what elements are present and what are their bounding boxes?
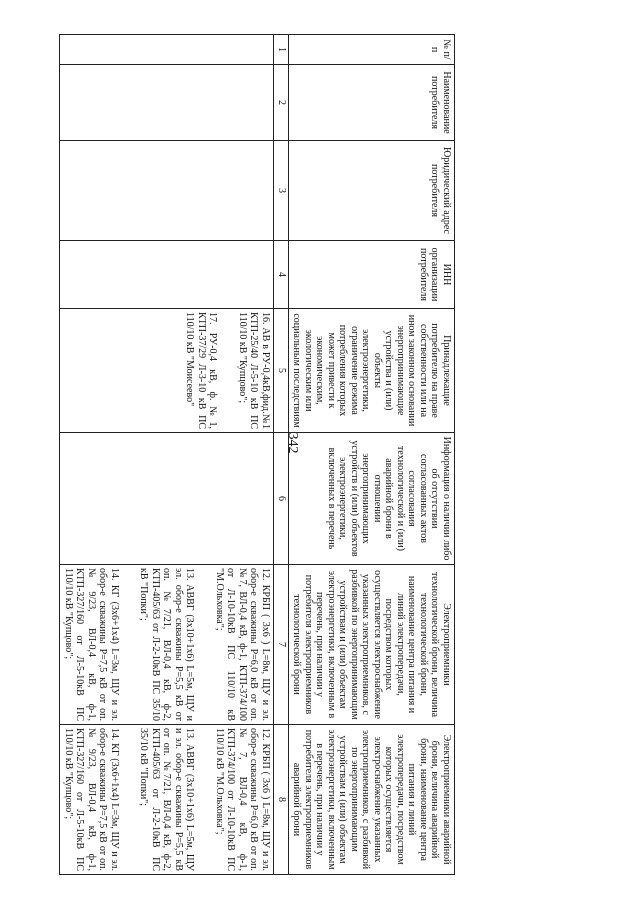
column-number-row bbox=[274, 35, 289, 875]
reservation-table bbox=[60, 34, 456, 875]
header-cell-5: Принадлежащие потребителю на праве собственности или на ином законном основании энергопринимающие устройства и (или) объекты электроэнергетики, ограничение режима потребления которых может привести к экономическим, экологическим или социальным последствиям bbox=[289, 309, 455, 433]
page-number: 342 bbox=[285, 432, 300, 454]
header-cell-8: Электроприемники аварийной брони, величина аварийной брони, наименование центра питания и линий электропередачи, посредством которых осуществляется электроснабжение указанных электроприемников, с разбивкой по энергопринимающим устройствам и (или) объектам электроэнергетики, включенным в перечень, при наличии у потребителя электроприемников аварийной брони bbox=[289, 725, 455, 875]
cell-number bbox=[60, 35, 274, 65]
table-row bbox=[60, 35, 274, 875]
tech-reservation-entry: 13. АВВГ (3х10+1х6) L=5м, ЩУ и эл. обор-е скважины Р=5,5 кВ от оп. №7/21, ВЛ-0,4 кВ, ф-2, КТП-405/63 от Л-2-10кВ ПС 35/10 кВ "Попки"; bbox=[138, 568, 196, 721]
header-cell-3: Юридический адрес потребителя bbox=[289, 141, 455, 241]
column-number-cell: 6 bbox=[274, 433, 289, 565]
header-cell-1: № п/п bbox=[289, 35, 455, 65]
header-cell-2: Наименование потребителя bbox=[289, 65, 455, 141]
column-number-cell: 8 bbox=[274, 725, 289, 875]
column-number-cell: 4 bbox=[274, 241, 289, 309]
rotated-table-sheet bbox=[63, 34, 455, 874]
tech-reservation-entry: 14. КГ (3х6+1х4) L=3м, ЩУ и эл. обор-е скважины Р=7,5 кВ от оп. №9/23, ВЛ-0,4 кВ, ф-1, КТП-327/160 от Л-5-10кВ ПС 110/10 кВ "Купцово"; bbox=[63, 568, 120, 721]
emergency-reservation-entry: 14. КГ (3х6+1х4) L=3м, ЩУ и эл. обор-е скважины Р=7,5 кВ от оп. №9/23, ВЛ-0,4 кВ, ф-1, КТП-327/160 от Л-5-10кВ ПС 110/10 кВ "Купцово"; bbox=[63, 728, 120, 871]
header-cell-7: Электроприемники технологической брони, величина технологической брони, наименование центра питания и линий электропередачи, посредством которых осуществляется электроснабжение указанных электроприемников, с разбивкой по энергопринимающим устройствам и (или) объектам электроэнергетики, включенным в перечень, при наличии у потребителя электроприемников технологической брони bbox=[289, 565, 455, 725]
cell-legal-address bbox=[60, 141, 274, 241]
cell-emergency-reservation bbox=[60, 725, 274, 875]
cell-inn bbox=[60, 241, 274, 309]
emergency-reservation-entry: 13. АВВГ (3х10+1х6) L=5м, ЩУ и эл. обор-е скважины Р=5,5 кВ от оп. №7/21, ВЛ-0,4 кВ, ф-2, КТП-405/63 от Л-2-10кВ ПС 35/10 кВ "Попки"; bbox=[138, 728, 196, 871]
device-entry: 17. РУ-0,4 кВ, ф.№1, КТП-37/29 Л-3-10 кВ ПС 110/10 кВ "Моисеево" bbox=[184, 312, 219, 429]
cell-tech-reservation bbox=[60, 565, 274, 725]
column-number-cell: 5 bbox=[274, 309, 289, 433]
cell-devices bbox=[60, 309, 274, 433]
header-cell-6: Информация о наличии либо об отсутствии согласованных актов согласования технологической и (или) аварийной брони в отношении энергопринимающих устройств и (или) объектов электроэнергетики, включенных в перечень bbox=[289, 433, 455, 565]
header-row bbox=[289, 35, 455, 875]
cell-consumer-name bbox=[60, 65, 274, 141]
column-number-cell: 3 bbox=[274, 141, 289, 241]
column-number-cell: 1 bbox=[274, 35, 289, 65]
emergency-reservation-entry: 12. КРБП ( 3х6 ) L=8м, ЩУ и эл. обор-е скважины Р=6,0 кВ от оп. №7, ВЛ-0,4 кВ, ф-1, КТП-374/100 от Л-10-10кВ ПС 110/10 кВ "М.Ольховка"; bbox=[214, 728, 271, 871]
column-number-cell: 7 bbox=[274, 565, 289, 725]
device-entry: 16. АВ в РУ-0,4кВ,фид.№1 КТП-25/40 Л-5-10 кВ ПС 110/10 кВ "Купцово"; bbox=[237, 312, 271, 429]
header-cell-4: ИНН организации потребителя bbox=[289, 241, 455, 309]
tech-reservation-entry: 12. КРБП ( 3х6 ) L=8м, ЩУ и эл. обор-е скважины Р=6,0 кВ от оп. №7, ВЛ-0,4 кВ, ф-1, КТП-374/100 от Л-10-10кВ ПС 110/10 кВ "М.Ольховка"; bbox=[214, 568, 271, 721]
cell-agreement-info bbox=[60, 433, 274, 565]
column-number-cell: 2 bbox=[274, 65, 289, 141]
